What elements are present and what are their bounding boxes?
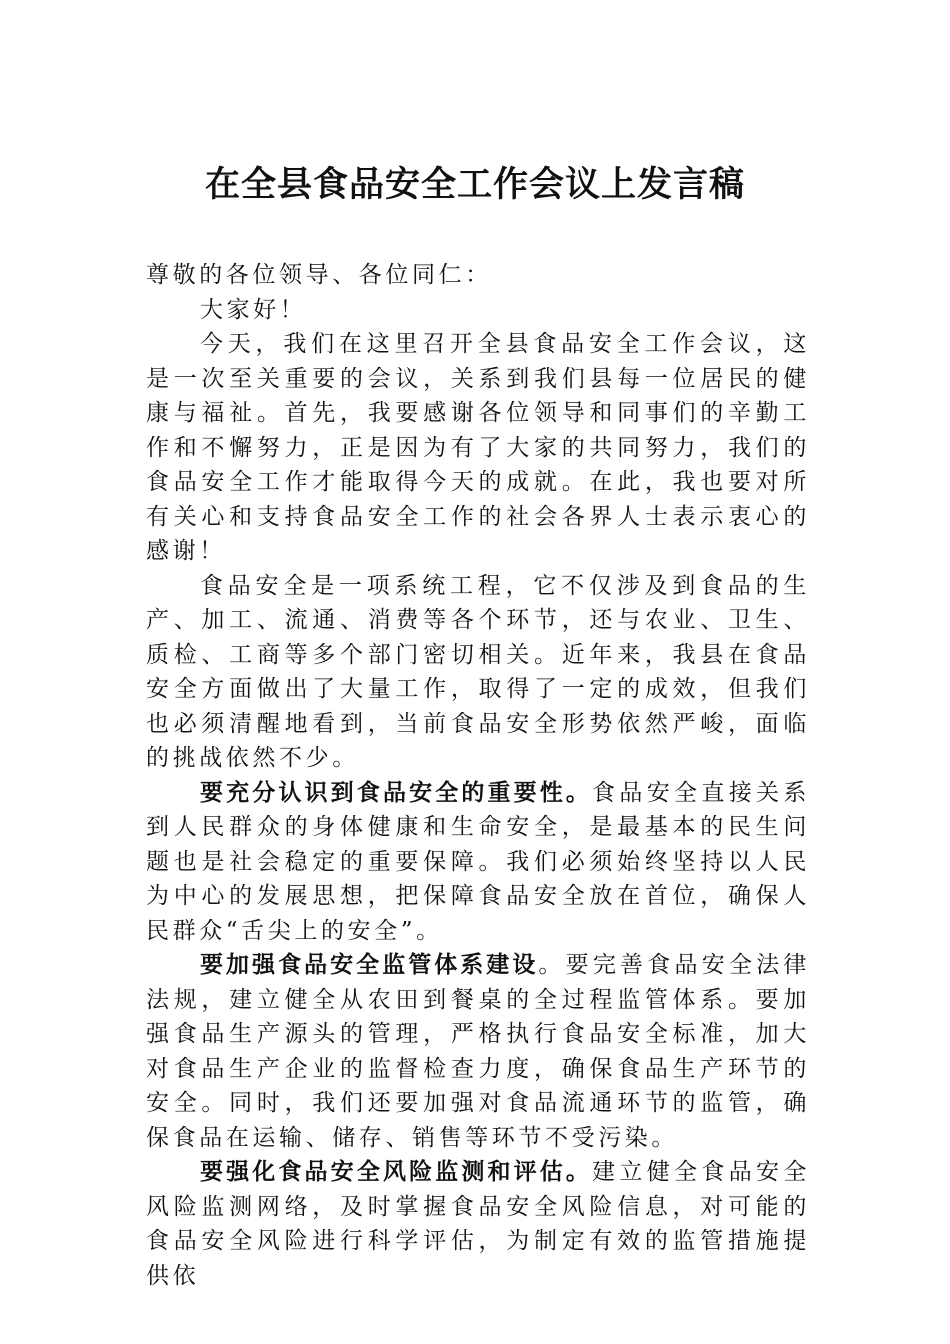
salutation: 尊敬的各位领导、各位同仁：	[146, 262, 492, 288]
paragraph	[146, 776, 810, 949]
document-body	[146, 258, 810, 1293]
paragraph	[146, 948, 810, 1155]
paragraph-lead: 要充分认识到食品安全的重要性。	[200, 778, 593, 806]
paragraph-text: 今天，我们在这里召开全县食品安全工作会议，这是一次至关重要的会议，关系到我们县每一位居民的健康与福祉。首先，我要感谢各位领导和同事们的辛勤工作和不懈努力，正是因为有了大家的共同努力，我们的食品安全工作才能取得今天的成就。在此，我也要对所有关心和支持食品安全工作的社会各界人士表示衷心的感谢！	[146, 331, 810, 564]
paragraph	[146, 569, 810, 776]
paragraph-text: 。要完善食品安全法律法规，建立健全从农田到餐桌的全过程监管体系。要加强食品生产源头的管理，严格执行食品安全标准，加大对食品生产企业的监督检查力度，确保食品生产环节的安全。同时，我们还要加强对食品流通环节的监管，确保食品在运输、储存、销售等环节不受污染。	[146, 952, 811, 1151]
paragraph-lead: 要加强食品安全监管体系建设	[200, 951, 539, 978]
paragraph-text: 建立健全食品安全风险监测网络，及时掌握食品安全风险信息，对可能的食品安全风险进行科学评估，为制定有效的监管措施提供依	[146, 1159, 810, 1289]
paragraph-lead: 要强化食品安全风险监测和评估。	[200, 1158, 593, 1185]
paragraph-text: 食品安全是一项系统工程，它不仅涉及到食品的生产、加工、流通、消费等各个环节，还与农业、卫生、质检、工商等多个部门密切相关。近年来，我县在食品安全方面做出了大量工作，取得了一定的成效，但我们也必须清醒地看到，当前食品安全形势依然严峻，面临的挑战依然不少。	[146, 572, 810, 771]
paragraph-text: 食品安全直接关系到人民群众的身体健康和生命安全，是最基本的民生问题也是社会稳定的重要保障。我们必须始终坚持以人民为中心的发展思想，把保障食品安全放在首位，确保人民群众“舌尖上的安全”。	[146, 779, 810, 944]
greeting: 大家好！	[200, 296, 307, 323]
paragraph	[146, 327, 810, 569]
document-title: 在全县食品安全工作会议上发言稿	[204, 164, 745, 205]
paragraph	[146, 1155, 810, 1293]
